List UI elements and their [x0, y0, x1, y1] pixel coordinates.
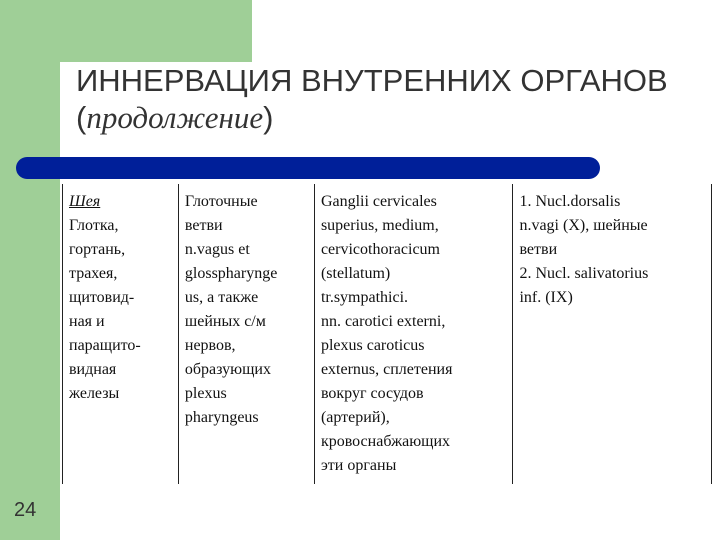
cell-line: 2. Nucl. salivatorius	[519, 265, 649, 282]
slide-title-main: ИННЕРВАЦИЯ ВНУТРЕННИХ ОРГАНОВ	[76, 63, 668, 98]
organ-cell	[63, 184, 179, 484]
cell-line: externus, сплетения	[320, 361, 453, 378]
cell-line: n.vagi (X), шейные	[519, 217, 648, 234]
cell-line: ветви	[519, 241, 558, 258]
table-row	[63, 184, 712, 484]
slide-title-subtitle: продолжение	[86, 100, 264, 135]
cell-line: эти органы	[320, 457, 397, 474]
cell-line: шейных с/м	[184, 313, 266, 330]
sympathetic-cell	[314, 184, 513, 484]
top-accent-band	[0, 0, 252, 62]
cell-line: нервов,	[184, 337, 236, 354]
cell-line: inf. (IX)	[519, 289, 573, 306]
cell-line: образующих	[184, 361, 271, 378]
cell-line: us, а также	[184, 289, 259, 306]
cell-line: трахея,	[69, 265, 118, 282]
cell-line: Глотка,	[69, 217, 119, 234]
left-accent-band	[0, 0, 60, 540]
slide-title	[76, 62, 696, 136]
cell-line: superius, medium,	[320, 217, 439, 234]
cell-line: железы	[69, 385, 120, 402]
cell-line: pharyngeus	[184, 409, 259, 426]
cell-line: plexus	[184, 385, 227, 402]
cell-line: Глоточные	[184, 193, 258, 210]
cell-line: n.vagus et	[184, 241, 250, 258]
slide-title-open-paren: (	[76, 100, 87, 135]
cell-line: Ganglii cervicales	[320, 193, 437, 210]
slide-number: 24	[14, 499, 37, 521]
cell-line: cervicothoracicum	[320, 241, 440, 258]
nerve-cell	[178, 184, 314, 484]
cell-line: glosspharynge	[184, 265, 278, 282]
region-heading: Шея	[69, 193, 101, 210]
cell-line: ветви	[184, 217, 223, 234]
cell-line: ная и	[69, 313, 105, 330]
cell-line: кровоснабжающих	[320, 433, 451, 450]
cell-line: гортань,	[69, 241, 126, 258]
cell-line: паращито-	[69, 337, 141, 354]
cell-line: 1. Nucl.dorsalis	[519, 193, 621, 210]
cell-line: nn. carotici externi,	[320, 313, 446, 330]
cell-line: plexus caroticus	[320, 337, 425, 354]
cell-line: tr.sympathici.	[320, 289, 409, 306]
cell-line: видная	[69, 361, 117, 378]
cell-line: (stellatum)	[320, 265, 391, 282]
cell-line: (артерий),	[320, 409, 390, 426]
innervation-table	[62, 184, 712, 484]
cell-line: щитовид-	[69, 289, 135, 306]
title-divider-bar	[16, 157, 600, 179]
cell-line: вокруг сосудов	[320, 385, 424, 402]
slide-title-close-paren: )	[263, 100, 274, 135]
parasympathetic-cell	[513, 184, 712, 484]
